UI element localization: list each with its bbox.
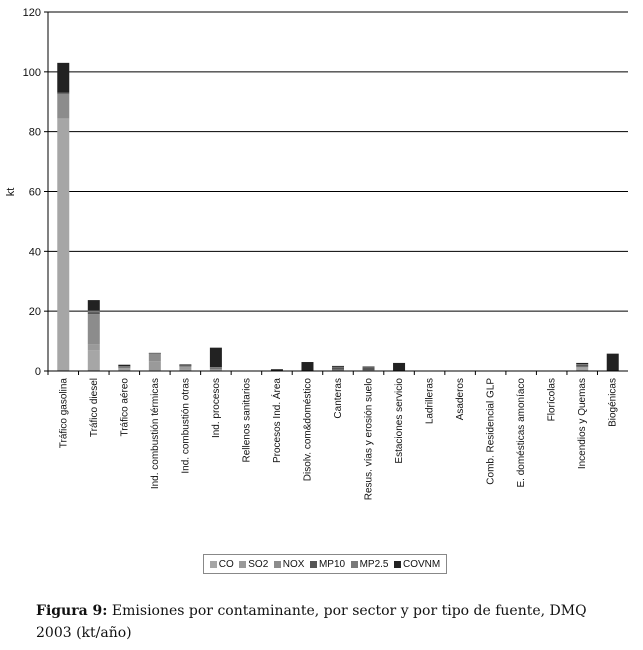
y-tick-label: 0 bbox=[34, 366, 41, 378]
x-tick-label: Florícolas bbox=[546, 378, 558, 422]
legend bbox=[203, 554, 447, 574]
bar-segment-mp10 bbox=[332, 367, 344, 369]
legend-item bbox=[351, 559, 389, 570]
y-tick-label: 100 bbox=[22, 66, 41, 79]
legend-label: MP2.5 bbox=[359, 558, 389, 570]
legend-swatch bbox=[210, 561, 217, 568]
x-tick-label: Disolv. com&doméstico bbox=[302, 378, 314, 482]
x-tick-label: Tráfico diesel bbox=[88, 378, 100, 438]
bar-segment-covnm bbox=[118, 365, 130, 366]
y-tick-label: 120 bbox=[22, 7, 41, 19]
legend-label: NOX bbox=[282, 558, 305, 570]
bar-segment-so2 bbox=[88, 344, 100, 350]
x-tick-label: Asaderos bbox=[455, 378, 467, 421]
y-tick-label: 60 bbox=[28, 186, 41, 199]
legend-swatch bbox=[394, 561, 401, 568]
legend-swatch bbox=[274, 561, 281, 568]
x-tick-label: Tráfico gasolina bbox=[58, 378, 70, 449]
bar-segment-covnm bbox=[576, 363, 588, 364]
legend-item bbox=[274, 559, 305, 570]
x-tick-label: Canteras bbox=[333, 378, 344, 419]
bar-segment-nox bbox=[57, 94, 69, 118]
y-tick-label: 80 bbox=[28, 126, 41, 139]
bar-segment-covnm bbox=[332, 366, 344, 367]
legend-item bbox=[394, 559, 440, 570]
bar-segment-covnm bbox=[393, 363, 405, 371]
x-tick-label: Ladrilleras bbox=[424, 378, 436, 425]
bar-segment-nox bbox=[210, 369, 222, 370]
x-tick-label: Comb. Residencial GLP bbox=[485, 378, 497, 485]
bar-segment-covnm bbox=[88, 300, 100, 310]
x-tick-label: Tráfico aéreo bbox=[119, 378, 131, 437]
y-axis-ticks bbox=[23, 7, 48, 378]
bar-segment-co bbox=[57, 120, 69, 371]
bar-segment-so2 bbox=[149, 361, 161, 370]
bar-segment-co bbox=[576, 367, 588, 371]
x-tick-label: Ind. procesos bbox=[210, 378, 222, 439]
bar-segment-covnm bbox=[363, 367, 375, 368]
bar-segment-co bbox=[88, 350, 100, 371]
x-tick-label: Procesos Ind. Área bbox=[271, 378, 283, 464]
x-tick-label: Ind. combustión térmicas bbox=[149, 378, 161, 490]
legend-label: CO bbox=[218, 558, 234, 570]
bar-segment-mp25 bbox=[576, 364, 588, 365]
x-tick-label: Incendios y Quemas bbox=[577, 378, 589, 470]
caption-label: Figura 9: bbox=[36, 603, 108, 619]
bar-segment-mp25 bbox=[57, 93, 69, 94]
bar-segment-mp25 bbox=[88, 311, 100, 312]
x-tick-label: Rellenos sanitarios bbox=[241, 378, 253, 463]
x-tick-label: E. domésticas amoníaco bbox=[516, 378, 528, 488]
y-tick-label: 40 bbox=[28, 246, 41, 259]
bar-segment-covnm bbox=[301, 362, 313, 371]
bar-segment-so2 bbox=[179, 367, 191, 369]
legend-label: SO2 bbox=[248, 558, 269, 570]
bar-segment-nox bbox=[179, 366, 191, 367]
bar-segment-so2 bbox=[118, 368, 130, 369]
x-tick-label: Biogénicas bbox=[607, 378, 619, 427]
bar-segment-mp25 bbox=[210, 367, 222, 368]
gridlines bbox=[48, 12, 628, 311]
bar-segment-mp25 bbox=[118, 366, 130, 367]
bar-segment-mp10 bbox=[576, 365, 588, 366]
bar-segment-nox bbox=[576, 367, 588, 368]
bar-segment-mp25 bbox=[149, 353, 161, 354]
x-tick-label: Ind. combustión otras bbox=[180, 378, 192, 474]
legend-item bbox=[210, 559, 234, 570]
bar-segment-so2 bbox=[57, 118, 69, 119]
bars bbox=[57, 63, 618, 371]
bar-segment-covnm bbox=[179, 364, 191, 365]
legend-item bbox=[239, 559, 268, 570]
legend-label: MP10 bbox=[318, 558, 346, 570]
legend-item bbox=[310, 559, 345, 570]
bar-segment-mp10 bbox=[88, 312, 100, 314]
y-tick-label: 20 bbox=[28, 306, 41, 319]
bar-segment-covnm bbox=[57, 63, 69, 93]
bar-segment-nox bbox=[149, 354, 161, 361]
bar-segment-mp10 bbox=[363, 368, 375, 370]
bar-segment-covnm bbox=[607, 354, 619, 371]
caption-text: Emisiones por contaminante, por sector y por tipo de fuente, DMQ 2003 (kt/año) bbox=[36, 603, 587, 641]
x-tick-label: Estaciones servicio bbox=[394, 378, 406, 464]
legend-swatch bbox=[239, 561, 246, 568]
x-tick-label: Resus. vías y erosión suelo bbox=[363, 378, 375, 501]
x-axis-ticks bbox=[48, 371, 619, 500]
legend-swatch bbox=[351, 561, 358, 568]
bar-segment-covnm bbox=[210, 348, 222, 367]
figure-caption bbox=[36, 600, 626, 644]
y-axis-label: kt bbox=[5, 187, 17, 197]
legend-label: COVNM bbox=[402, 558, 441, 570]
bar-segment-nox bbox=[88, 314, 100, 344]
legend-swatch bbox=[310, 561, 317, 568]
